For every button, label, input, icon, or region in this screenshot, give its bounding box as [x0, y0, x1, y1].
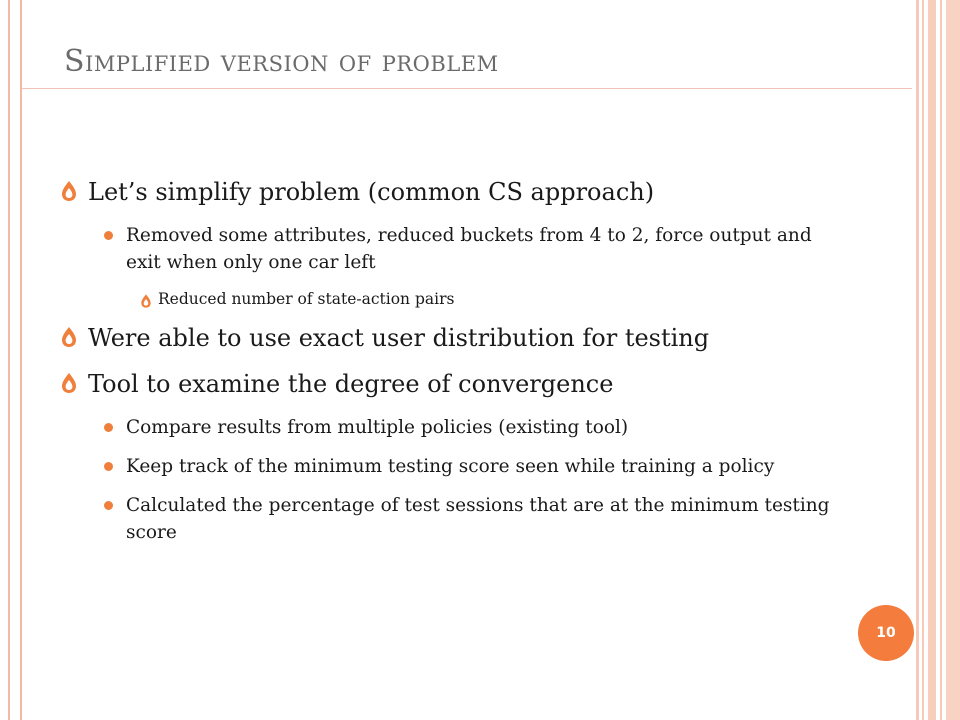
bullet-item: [60, 288, 830, 310]
bullet-text: Compare results from multiple policies (existing tool): [126, 417, 629, 438]
right-border-decoration: [916, 0, 960, 720]
bullet-list: [60, 176, 830, 558]
dot-bullet-icon: [104, 501, 113, 510]
bullet-item: [60, 414, 830, 441]
bullet-text: Reduced number of state-action pairs: [158, 290, 455, 308]
bullet-text: Let’s simplify problem (common CS approach): [88, 178, 655, 206]
flame-bullet-icon: [60, 325, 78, 349]
bullet-text: Removed some attributes, reduced buckets from 4 to 2, force output and exit when only one car left: [126, 225, 812, 273]
left-border-decoration: [8, 0, 22, 720]
bullet-text: Were able to use exact user distribution for testing: [88, 324, 710, 352]
bullet-item: [60, 492, 830, 546]
bullet-item: [60, 322, 830, 354]
flame-bullet-icon: [60, 179, 78, 203]
flame-bullet-icon: [140, 293, 152, 309]
bullet-text: Tool to examine the degree of convergence: [88, 370, 614, 398]
bullet-text: Keep track of the minimum testing score seen while training a policy: [126, 456, 775, 477]
bullet-item: [60, 176, 830, 208]
bullet-item: [60, 453, 830, 480]
bullet-text: Calculated the percentage of test sessions that are at the minimum testing score: [126, 495, 830, 543]
dot-bullet-icon: [104, 423, 113, 432]
page-number-badge: 10: [858, 605, 914, 661]
dot-bullet-icon: [104, 462, 113, 471]
slide-title: Simplified version of problem: [64, 44, 499, 79]
bullet-item: [60, 368, 830, 400]
bullet-item: [60, 222, 830, 276]
dot-bullet-icon: [104, 231, 113, 240]
title-divider: [22, 88, 912, 89]
flame-bullet-icon: [60, 371, 78, 395]
